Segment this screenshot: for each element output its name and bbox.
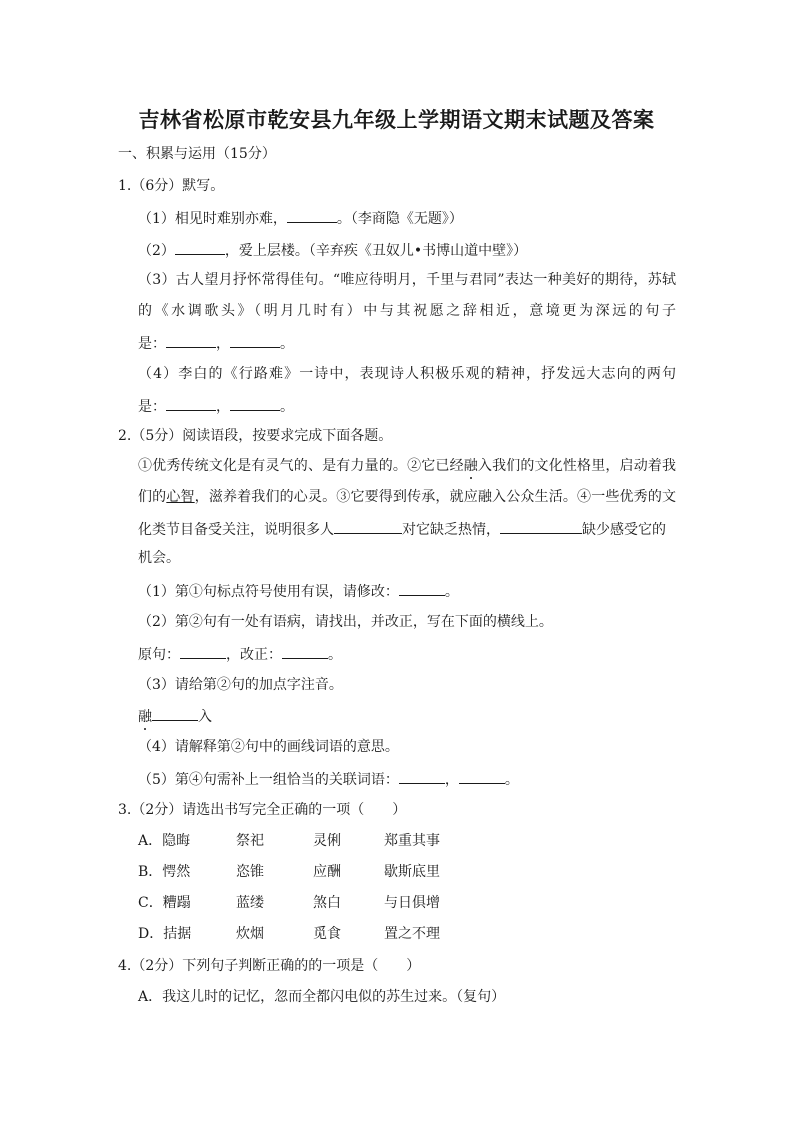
question-1-item-3-line-2: 的《水调歌头》（明月几时有）中与其祝愿之辞相近，意境更为深远的句子: [138, 303, 676, 319]
option-b-word-2: 恣锥: [236, 864, 264, 880]
question-1-item-3-line-3: [138, 333, 294, 353]
option-c-word-1[interactable]: C．糟蹋: [138, 895, 191, 911]
option-a-word-2: 祭祀: [236, 833, 264, 849]
option-a-word-1[interactable]: A．隐晦: [138, 833, 191, 849]
question-2-item-5: [138, 769, 519, 789]
document-title: 吉林省松原市乾安县九年级上学期语文期末试题及答案: [138, 107, 655, 132]
passage-line-4: 机会。: [138, 550, 180, 566]
item-text: ，改正：: [226, 647, 282, 663]
passage-line-1: [138, 457, 676, 475]
section-heading: 一、积累与运用（15分）: [118, 146, 276, 162]
item-text: ，爱上层楼。（辛弃疾《丑奴儿•书博山道中壁》）: [224, 243, 528, 259]
option-c-word-3: 煞白: [313, 895, 341, 911]
passage-text: 们的: [138, 489, 167, 505]
option-b-word-4: 歇斯底里: [384, 864, 440, 880]
answer-blank[interactable]: [175, 240, 225, 255]
answer-blank[interactable]: [334, 519, 402, 534]
answer-blank[interactable]: [287, 208, 337, 223]
item-text: 是：: [138, 336, 166, 352]
answer-blank[interactable]: [399, 769, 445, 784]
passage-text: 化类节目备受关注，说明很多人: [138, 522, 334, 538]
item-text: （2）: [138, 243, 175, 259]
question-2-item-3: （3）请给第②句的加点字注音。: [138, 677, 343, 693]
option-d-word-4: 置之不理: [384, 926, 440, 942]
item-text: 。: [280, 336, 294, 352]
passage-text: 入我们的文化性格里，启动着我: [477, 458, 677, 474]
question-1-item-3-line-1: （3）古人望月抒怀常得佳句。“唯应待明月，千里与君同”表达一种美好的期待，苏轼: [138, 272, 676, 288]
pinyin-blank[interactable]: [152, 706, 198, 721]
option-b-word-1[interactable]: B．愕然: [138, 864, 191, 880]
passage-text: 对它缺乏热情，: [402, 522, 500, 538]
question-1-item-4-line-2: [138, 396, 294, 416]
passage-line-2: [138, 488, 676, 506]
answer-blank[interactable]: [180, 644, 226, 659]
answer-blank[interactable]: [230, 333, 280, 348]
question-1-item-2: [138, 240, 527, 260]
item-text: ，: [444, 772, 459, 788]
question-4-option-a[interactable]: A．我这儿时的记忆，忽而全都闪电似的苏生过来。（复句）: [138, 989, 506, 1005]
item-text: （5）第④句需补上一组恰当的关联词语：: [138, 772, 399, 788]
passage-text: 缺少感受它的: [582, 522, 666, 538]
option-c-word-2: 蓝缕: [236, 895, 264, 911]
item-text: 。（李商隐《无题》）: [336, 211, 463, 227]
item-text: 是：: [138, 399, 166, 415]
passage-line-3: [138, 519, 666, 539]
question-1-item-1: [138, 208, 463, 228]
item-text: 原句：: [138, 647, 180, 663]
option-c-word-4: 与日俱增: [384, 895, 440, 911]
dotted-character: 融: [463, 458, 478, 474]
item-text: 。: [280, 399, 294, 415]
item-text: ，: [216, 399, 230, 415]
option-b-word-3: 应酬: [313, 864, 341, 880]
question-4-stem: 4.（2分）下列句子判断正确的的一项是（ ）: [118, 958, 421, 974]
option-d-word-2: 炊烟: [236, 926, 264, 942]
item-text: （1）第①句标点符号使用有误，请修改：: [138, 584, 399, 600]
dotted-character: 融: [138, 709, 152, 725]
answer-blank[interactable]: [459, 769, 505, 784]
question-2-item-2-answer: [138, 644, 342, 664]
question-2-item-4: （4）请解释第②句中的画线词语的意思。: [138, 739, 399, 755]
passage-text: ①优秀传统文化是有灵气的、是有力量的。②它已经: [138, 458, 464, 474]
question-2-item-2: （2）第②句有一处有语病，请找出，并改正，写在下面的横线上。: [138, 614, 553, 630]
question-2-stem: 2.（5分）阅读语段，按要求完成下面各题。: [118, 428, 393, 444]
answer-blank[interactable]: [399, 581, 445, 596]
answer-blank[interactable]: [282, 644, 328, 659]
question-2-item-1: [138, 581, 459, 601]
answer-blank[interactable]: [230, 396, 280, 411]
item-text: 。: [328, 647, 342, 663]
answer-blank[interactable]: [500, 519, 582, 534]
option-d-word-3: 觅食: [313, 926, 341, 942]
question-1-item-4-line-1: （4）李白的《行路难》一诗中，表现诗人积极乐观的精神，抒发远大志向的两句: [138, 366, 676, 382]
option-a-word-3: 灵俐: [313, 833, 341, 849]
item-text: （1）相见时难别亦难，: [138, 211, 287, 227]
option-d-word-1[interactable]: D．拮据: [138, 926, 192, 942]
answer-blank[interactable]: [166, 396, 216, 411]
question-1-stem: 1.（6分）默写。: [118, 178, 225, 194]
answer-blank[interactable]: [166, 333, 216, 348]
question-2-item-3-answer: [138, 706, 212, 726]
item-text: ，: [216, 336, 230, 352]
underlined-word: 心智: [166, 489, 195, 505]
option-a-word-4: 郑重其事: [384, 833, 440, 849]
item-text: 。: [504, 772, 519, 788]
item-text: 。: [444, 584, 459, 600]
passage-text: ，滋养着我们的心灵。③它要得到传承，就应融入公众生活。④一些优秀的文: [194, 489, 677, 505]
item-text: 入: [198, 709, 212, 725]
question-3-stem: 3.（2分）请选出书写完全正确的一项（ ）: [118, 802, 407, 818]
